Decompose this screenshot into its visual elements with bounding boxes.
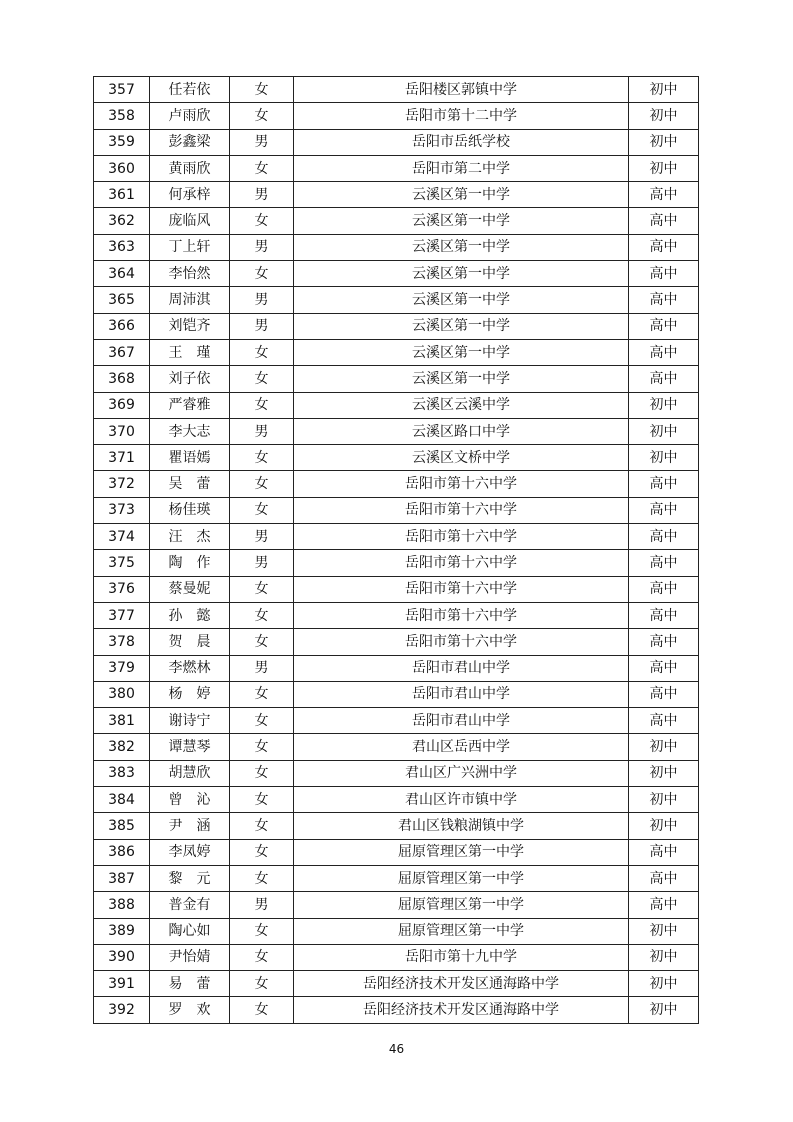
school-name-cell: 云溪区第一中学 [294, 182, 629, 208]
school-name-cell: 君山区广兴洲中学 [294, 760, 629, 786]
gender-cell: 女 [230, 261, 294, 287]
school-level-cell: 初中 [629, 103, 699, 129]
student-name-cell: 卢雨欣 [150, 103, 230, 129]
gender-cell: 男 [230, 418, 294, 444]
table-row [94, 129, 699, 155]
gender-cell: 男 [230, 550, 294, 576]
row-number-cell: 365 [94, 287, 150, 313]
gender-cell: 女 [230, 77, 294, 103]
school-level-cell: 高中 [629, 708, 699, 734]
row-number-cell: 364 [94, 261, 150, 287]
student-name-cell: 吴 蕾 [150, 471, 230, 497]
student-name-cell: 黎 元 [150, 865, 230, 891]
school-name-cell: 君山区岳西中学 [294, 734, 629, 760]
page-number: 46 [388, 1042, 405, 1056]
row-number-cell: 379 [94, 655, 150, 681]
school-level-cell: 初中 [629, 445, 699, 471]
gender-cell: 女 [230, 918, 294, 944]
student-name-cell: 汪 杰 [150, 524, 230, 550]
table-row [94, 182, 699, 208]
school-level-cell: 初中 [629, 418, 699, 444]
school-name-cell: 岳阳市君山中学 [294, 655, 629, 681]
school-name-cell: 云溪区第一中学 [294, 234, 629, 260]
student-roster-table [93, 76, 699, 1024]
gender-cell: 女 [230, 392, 294, 418]
row-number-cell: 376 [94, 576, 150, 602]
gender-cell: 女 [230, 471, 294, 497]
gender-cell: 女 [230, 839, 294, 865]
school-level-cell: 初中 [629, 392, 699, 418]
table-row [94, 629, 699, 655]
row-number-cell: 385 [94, 813, 150, 839]
row-number-cell: 358 [94, 103, 150, 129]
table-row [94, 655, 699, 681]
row-number-cell: 384 [94, 787, 150, 813]
row-number-cell: 362 [94, 208, 150, 234]
table-row [94, 550, 699, 576]
school-level-cell: 高中 [629, 366, 699, 392]
school-level-cell: 高中 [629, 471, 699, 497]
student-name-cell: 何承梓 [150, 182, 230, 208]
table-row [94, 261, 699, 287]
table-row [94, 602, 699, 628]
school-name-cell: 岳阳市第十九中学 [294, 944, 629, 970]
student-name-cell: 杨 婷 [150, 681, 230, 707]
school-name-cell: 岳阳市第十六中学 [294, 629, 629, 655]
school-level-cell: 高中 [629, 287, 699, 313]
school-level-cell: 高中 [629, 655, 699, 681]
table-row [94, 681, 699, 707]
row-number-cell: 363 [94, 234, 150, 260]
row-number-cell: 372 [94, 471, 150, 497]
gender-cell: 男 [230, 892, 294, 918]
school-level-cell: 高中 [629, 313, 699, 339]
school-name-cell: 云溪区第一中学 [294, 287, 629, 313]
table-row [94, 445, 699, 471]
school-level-cell: 初中 [629, 787, 699, 813]
table-row [94, 234, 699, 260]
school-level-cell: 高中 [629, 261, 699, 287]
student-name-cell: 易 蕾 [150, 971, 230, 997]
gender-cell: 女 [230, 813, 294, 839]
gender-cell: 女 [230, 339, 294, 365]
table-row [94, 313, 699, 339]
school-level-cell: 初中 [629, 77, 699, 103]
school-level-cell: 初中 [629, 813, 699, 839]
table-row [94, 576, 699, 602]
gender-cell: 女 [230, 734, 294, 760]
row-number-cell: 361 [94, 182, 150, 208]
student-name-cell: 陶心如 [150, 918, 230, 944]
school-level-cell: 高中 [629, 865, 699, 891]
school-name-cell: 云溪区第一中学 [294, 366, 629, 392]
student-name-cell: 刘铠齐 [150, 313, 230, 339]
gender-cell: 女 [230, 681, 294, 707]
school-level-cell: 高中 [629, 892, 699, 918]
student-name-cell: 李怡然 [150, 261, 230, 287]
row-number-cell: 378 [94, 629, 150, 655]
student-name-cell: 黄雨欣 [150, 155, 230, 181]
table-row [94, 103, 699, 129]
gender-cell: 男 [230, 129, 294, 155]
gender-cell: 男 [230, 655, 294, 681]
school-name-cell: 岳阳楼区郭镇中学 [294, 77, 629, 103]
school-level-cell: 高中 [629, 576, 699, 602]
gender-cell: 女 [230, 366, 294, 392]
school-name-cell: 屈原管理区第一中学 [294, 918, 629, 944]
student-name-cell: 孙 懿 [150, 602, 230, 628]
school-name-cell: 岳阳市第十六中学 [294, 576, 629, 602]
school-name-cell: 君山区许市镇中学 [294, 787, 629, 813]
student-name-cell: 庞临风 [150, 208, 230, 234]
school-name-cell: 云溪区文桥中学 [294, 445, 629, 471]
school-name-cell: 屈原管理区第一中学 [294, 839, 629, 865]
gender-cell: 女 [230, 576, 294, 602]
table-row [94, 944, 699, 970]
student-name-cell: 蔡曼妮 [150, 576, 230, 602]
gender-cell: 男 [230, 313, 294, 339]
row-number-cell: 369 [94, 392, 150, 418]
school-level-cell: 初中 [629, 997, 699, 1023]
school-level-cell: 初中 [629, 944, 699, 970]
gender-cell: 女 [230, 445, 294, 471]
student-name-cell: 刘子依 [150, 366, 230, 392]
school-name-cell: 屈原管理区第一中学 [294, 865, 629, 891]
school-name-cell: 屈原管理区第一中学 [294, 892, 629, 918]
student-name-cell: 周沛淇 [150, 287, 230, 313]
student-name-cell: 瞿语嫣 [150, 445, 230, 471]
gender-cell: 女 [230, 787, 294, 813]
student-name-cell: 普金有 [150, 892, 230, 918]
gender-cell: 男 [230, 234, 294, 260]
school-level-cell: 初中 [629, 734, 699, 760]
gender-cell: 男 [230, 182, 294, 208]
student-name-cell: 尹 涵 [150, 813, 230, 839]
row-number-cell: 388 [94, 892, 150, 918]
school-name-cell: 云溪区路口中学 [294, 418, 629, 444]
gender-cell: 女 [230, 497, 294, 523]
school-name-cell: 云溪区第一中学 [294, 208, 629, 234]
table-row [94, 366, 699, 392]
school-level-cell: 高中 [629, 234, 699, 260]
gender-cell: 女 [230, 208, 294, 234]
school-level-cell: 初中 [629, 760, 699, 786]
student-name-cell: 王 瑾 [150, 339, 230, 365]
table-row [94, 734, 699, 760]
school-name-cell: 岳阳市第十六中学 [294, 602, 629, 628]
school-name-cell: 岳阳市第十六中学 [294, 471, 629, 497]
row-number-cell: 380 [94, 681, 150, 707]
school-name-cell: 云溪区第一中学 [294, 313, 629, 339]
gender-cell: 女 [230, 155, 294, 181]
table-row [94, 497, 699, 523]
row-number-cell: 383 [94, 760, 150, 786]
student-name-cell: 谢诗宁 [150, 708, 230, 734]
row-number-cell: 390 [94, 944, 150, 970]
row-number-cell: 391 [94, 971, 150, 997]
student-name-cell: 李凤婷 [150, 839, 230, 865]
student-name-cell: 罗 欢 [150, 997, 230, 1023]
school-level-cell: 高中 [629, 208, 699, 234]
student-name-cell: 贺 晨 [150, 629, 230, 655]
row-number-cell: 375 [94, 550, 150, 576]
table-row [94, 918, 699, 944]
gender-cell: 女 [230, 997, 294, 1023]
school-level-cell: 高中 [629, 681, 699, 707]
student-name-cell: 谭慧琴 [150, 734, 230, 760]
table-row [94, 971, 699, 997]
row-number-cell: 367 [94, 339, 150, 365]
row-number-cell: 392 [94, 997, 150, 1023]
school-level-cell: 高中 [629, 839, 699, 865]
row-number-cell: 368 [94, 366, 150, 392]
row-number-cell: 381 [94, 708, 150, 734]
table-row [94, 865, 699, 891]
table-row [94, 392, 699, 418]
gender-cell: 男 [230, 287, 294, 313]
school-name-cell: 岳阳市第二中学 [294, 155, 629, 181]
student-name-cell: 陶 作 [150, 550, 230, 576]
table-row [94, 708, 699, 734]
table-row [94, 418, 699, 444]
student-name-cell: 严睿雅 [150, 392, 230, 418]
student-name-cell: 李燃林 [150, 655, 230, 681]
row-number-cell: 371 [94, 445, 150, 471]
table-row [94, 471, 699, 497]
table-row [94, 155, 699, 181]
student-name-cell: 曾 沁 [150, 787, 230, 813]
school-level-cell: 高中 [629, 629, 699, 655]
row-number-cell: 357 [94, 77, 150, 103]
row-number-cell: 373 [94, 497, 150, 523]
gender-cell: 男 [230, 524, 294, 550]
gender-cell: 女 [230, 865, 294, 891]
row-number-cell: 377 [94, 602, 150, 628]
school-level-cell: 高中 [629, 524, 699, 550]
table-row [94, 892, 699, 918]
row-number-cell: 389 [94, 918, 150, 944]
table-row [94, 77, 699, 103]
table-row [94, 997, 699, 1023]
school-name-cell: 岳阳经济技术开发区通海路中学 [294, 997, 629, 1023]
school-level-cell: 高中 [629, 550, 699, 576]
student-name-cell: 胡慧欣 [150, 760, 230, 786]
row-number-cell: 382 [94, 734, 150, 760]
gender-cell: 女 [230, 103, 294, 129]
school-name-cell: 岳阳市第十六中学 [294, 524, 629, 550]
school-level-cell: 高中 [629, 497, 699, 523]
student-name-cell: 尹怡婧 [150, 944, 230, 970]
school-level-cell: 高中 [629, 339, 699, 365]
gender-cell: 女 [230, 708, 294, 734]
row-number-cell: 360 [94, 155, 150, 181]
table-row [94, 760, 699, 786]
school-level-cell: 初中 [629, 129, 699, 155]
student-name-cell: 杨佳瑛 [150, 497, 230, 523]
school-level-cell: 初中 [629, 918, 699, 944]
school-name-cell: 云溪区云溪中学 [294, 392, 629, 418]
row-number-cell: 374 [94, 524, 150, 550]
school-name-cell: 岳阳市第十六中学 [294, 497, 629, 523]
school-name-cell: 岳阳市第十六中学 [294, 550, 629, 576]
table-row [94, 787, 699, 813]
table-row [94, 524, 699, 550]
school-level-cell: 高中 [629, 602, 699, 628]
school-name-cell: 岳阳市君山中学 [294, 681, 629, 707]
student-name-cell: 李大志 [150, 418, 230, 444]
table-row [94, 813, 699, 839]
row-number-cell: 387 [94, 865, 150, 891]
school-name-cell: 岳阳市岳纸学校 [294, 129, 629, 155]
roster-body [94, 77, 699, 1024]
table-row [94, 208, 699, 234]
school-level-cell: 高中 [629, 182, 699, 208]
student-name-cell: 任若依 [150, 77, 230, 103]
row-number-cell: 359 [94, 129, 150, 155]
gender-cell: 女 [230, 760, 294, 786]
school-level-cell: 初中 [629, 971, 699, 997]
school-name-cell: 君山区钱粮湖镇中学 [294, 813, 629, 839]
student-name-cell: 丁上轩 [150, 234, 230, 260]
row-number-cell: 370 [94, 418, 150, 444]
table-row [94, 839, 699, 865]
gender-cell: 女 [230, 971, 294, 997]
school-name-cell: 云溪区第一中学 [294, 339, 629, 365]
school-name-cell: 岳阳市第十二中学 [294, 103, 629, 129]
school-name-cell: 岳阳经济技术开发区通海路中学 [294, 971, 629, 997]
row-number-cell: 386 [94, 839, 150, 865]
school-level-cell: 初中 [629, 155, 699, 181]
table-row [94, 287, 699, 313]
row-number-cell: 366 [94, 313, 150, 339]
school-name-cell: 岳阳市君山中学 [294, 708, 629, 734]
student-name-cell: 彭鑫梁 [150, 129, 230, 155]
gender-cell: 女 [230, 602, 294, 628]
gender-cell: 女 [230, 944, 294, 970]
school-name-cell: 云溪区第一中学 [294, 261, 629, 287]
gender-cell: 女 [230, 629, 294, 655]
table-row [94, 339, 699, 365]
